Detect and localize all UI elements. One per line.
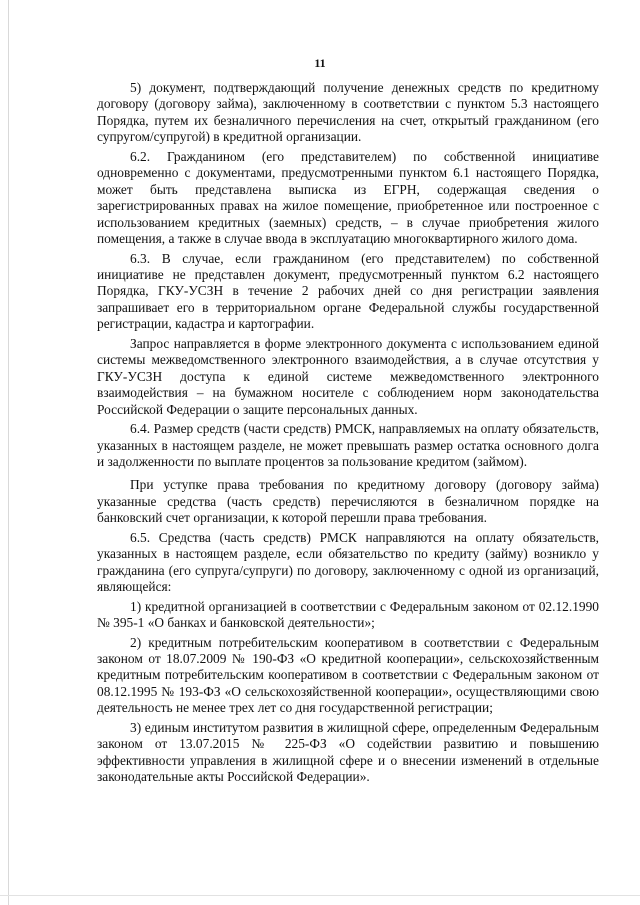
paragraph-6-3: 6.3. В случае, если гражданином (его представителем) по собственной инициативе не представлен документ, предусмотренный пунктом 6.2 настоящего Порядка, ГКУ-УСЗН в течение 2 рабочих дней со дня регистрации заявления запрашивает его в территориальном органе Федеральной службы государственной регистрации, кадастра и картографии. xyxy=(97,250,599,332)
paragraph-6-2: 6.2. Гражданином (его представителем) по собственной инициативе одновременно с документами, предусмотренными пунктом 6.1 настоящего Порядка, может быть представлена выписка из ЕГРН, содержащая сведения о зарегистрированных правах на жилое помещение, приобретенное или построенное с использованием кредитных (заемных) средств, – в случае приобретения жилого помещения, а также в случае ввода в эксплуатацию многоквартирного жилого дома. xyxy=(97,148,599,247)
list-item-2: 2) кредитным потребительским кооперативом в соответствии с Федеральным законом от 18.07.2009 № 190-ФЗ «О кредитной кооперации», сельскохозяйственным кредитным потребительским кооперативом в соответствии с Федеральным законом от 08.12.1995 № 193-ФЗ «О сельскохозяйственной кооперации», осуществляющими свою деятельность не менее трех лет со дня государственной регистрации; xyxy=(97,634,599,716)
list-item-3: 3) единым институтом развития в жилищной сфере, определенным Федеральным законом от 13.07.2015 № 225-ФЗ «О содействии развитию и повышению эффективности управления в жилищной сфере и о внесении изменений в отдельные законодательные акты Российской Федерации». xyxy=(97,719,599,785)
paragraph-assignment: При уступке права требования по кредитному договору (договору займа) указанные средства (часть средств) перечисляются в безналичном порядке на банковский счет организации, к которой перешли права требования. xyxy=(97,477,599,526)
scan-bottom-line xyxy=(0,895,640,896)
paragraph-6-5: 6.5. Средства (часть средств) РМСК направляются на оплату обязательств, указанных в настоящем разделе, если обязательство по кредиту (займу) возникло у гражданина (его супруга/супруги) по договору, заключенному с одной из организаций, являющейся: xyxy=(97,529,599,595)
scan-edge-line xyxy=(8,0,9,905)
paragraph-request: Запрос направляется в форме электронного документа с использованием единой системы межведомственного электронного взаимодействия, а в случае отсутствия у ГКУ-УСЗН доступа к единой системе межведомственного электронного взаимодействия – на бумажном носителе с соблюдением норм законодательства Российской Федерации о защите персональных данных. xyxy=(97,335,599,417)
page-number: 11 xyxy=(314,56,326,70)
paragraph-item-5: 5) документ, подтверждающий получение денежных средств по кредитному договору (договору займа), заключенному в соответствии с пунктом 5.3 настоящего Порядка, путем их безналичного перечисления на счет, открытый гражданином (его супругом/супругой) в кредитной организации. xyxy=(97,80,599,145)
document-body xyxy=(97,80,599,789)
list-item-1: 1) кредитной организацией в соответствии с Федеральным законом от 02.12.1990 № 395-1 «О банках и банковской деятельности»; xyxy=(97,598,599,631)
paragraph-6-4: 6.4. Размер средств (части средств) РМСК, направляемых на оплату обязательств, указанных в настоящем разделе, не может превышать размер остатка основного долга и задолженности по выплате процентов за пользование кредитом (займом). xyxy=(97,421,599,469)
